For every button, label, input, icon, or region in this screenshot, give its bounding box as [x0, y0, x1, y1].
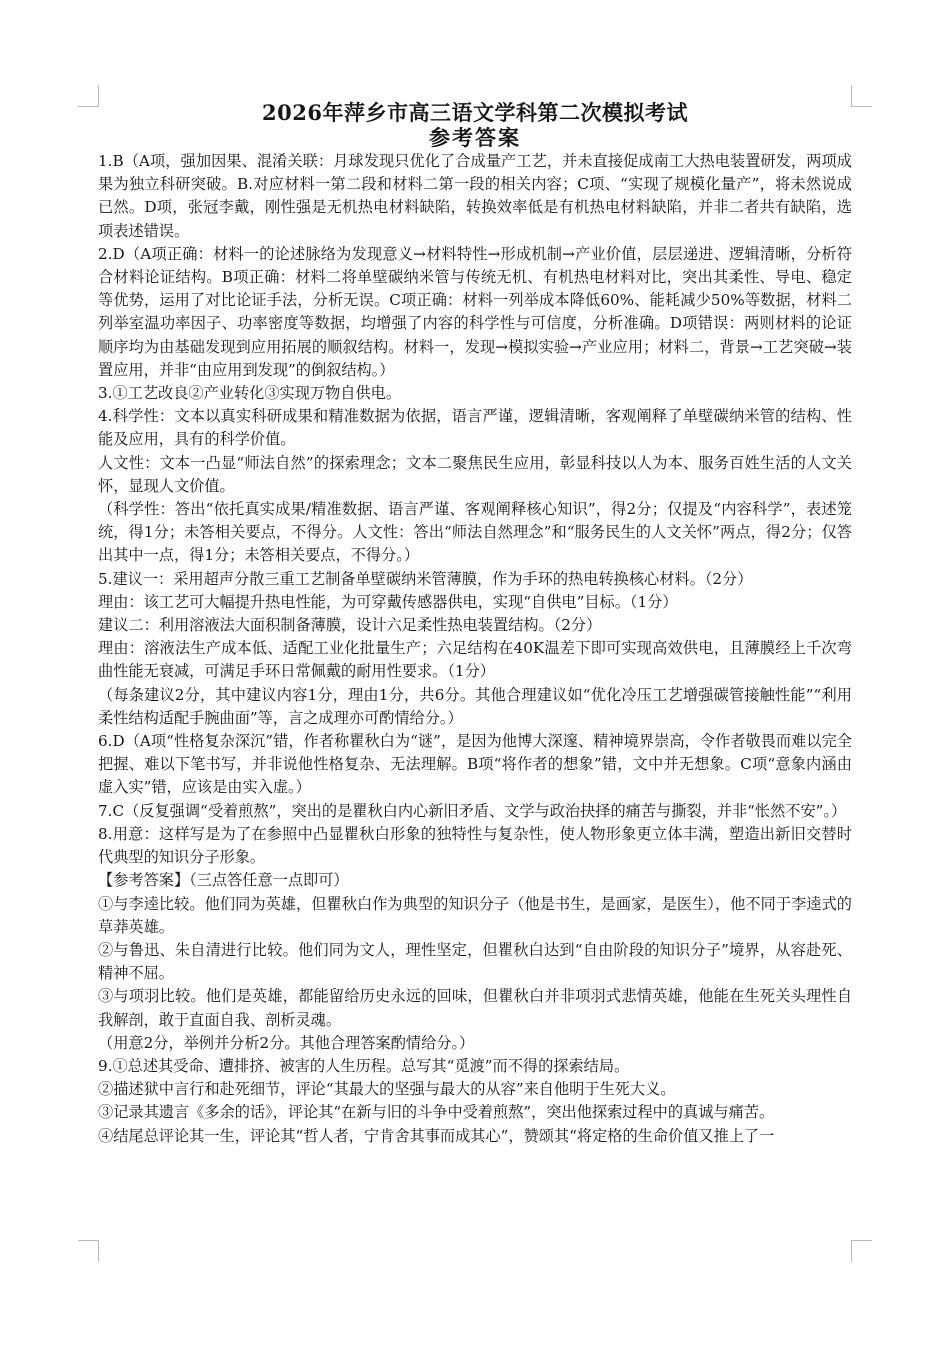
- answer-8-scoring: （用意2分，举例并分析2分。其他合理答案酌情给分。）: [98, 1033, 475, 1052]
- answer-4-scoring: （科学性：答出“依托真实成果/精准数据、语言严谨、客观阐释核心知识”，得2分；仅提及“内容科学”，表述笼统，得1分；未答相关要点，不得分。人文性：答出“师法自然理念”和“服务民生的人文关怀”两点，得2分；仅答出其中一点，得1分；未答相关要点，不得分。）: [98, 500, 852, 565]
- answer-4-humanity: 人文性：文本一凸显“师法自然”的探索理念；文本二聚焦民生应用，彰显科技以人为本、服务百姓生活的人文关怀，显现人文价值。: [98, 453, 852, 495]
- answer-5-reason-2: 理由：溶液法生产成本低、适配工业化批量生产；六足结构在40K温差下即可实现高效供电，且薄膜经上千次弯曲性能无衰减，可满足手环日常佩戴的耐用性要求。（1分）: [98, 639, 852, 681]
- answer-body: [98, 150, 852, 1148]
- answer-6: 6.D（A项“性格复杂深沉”错，作者称瞿秋白为“谜”，是因为他博大深邃、精神境界崇高，令作者敬畏而难以完全把握、难以下笔书写，并非说他性格复杂、无法理解。B项“将作者的想象”错，文中并无想象。C项“意象内涵由虚入实”错，应该是由实入虚。）: [98, 732, 852, 797]
- answer-8-point-1: ①与李逵比较。他们同为英雄，但瞿秋白作为典型的知识分子（他是书生，是画家，是医生），他不同于李逵式的草莽英雄。: [98, 894, 852, 936]
- answer-3: 3.①工艺改良②产业转化③实现万物自供电。: [98, 384, 402, 403]
- answer-9-point-2: ②描述狱中言行和赴死细节，评论“其最大的坚强与最大的从容”来自他明于生死大义。: [98, 1080, 676, 1099]
- answer-8-point-3: ③与项羽比较。他们是英雄，都能留给历史永远的回味，但瞿秋白并非项羽式悲情英雄，他能在生死关头理性自我解剖，敢于直面自我、剖析灵魂。: [98, 987, 852, 1029]
- answer-5-reason-1: 理由：该工艺可大幅提升热电性能，为可穿戴传感器供电，实现“自供电”目标。（1分）: [98, 592, 678, 611]
- answer-9-point-4: ④结尾总评论其一生，评论其“哲人者，宁肯舍其事而成其心”，赞颂其“将定格的生命价值又推上了一: [98, 1126, 775, 1145]
- answer-1: 1.B（A项，强加因果、混淆关联：月球发现只优化了合成量产工艺，并未直接促成南工大热电装置研发，两项成果为独立科研突破。B.对应材料一第二段和材料二第一段的相关内容；C项、“实现了规模化量产”，将未然说成已然。D项，张冠李戴，刚性强是无机热电材料缺陷，转换效率低是有机热电材料缺陷，并非二者共有缺陷，选项表述错误。: [98, 152, 852, 240]
- crop-mark: [851, 1240, 852, 1262]
- answer-5-scoring: （每条建议2分，其中建议内容1分，理由1分，共6分。其他合理建议如“优化冷压工艺增强碳管接触性能”“利用柔性结构适配手腕曲面”等，言之成理亦可酌情给分。）: [98, 685, 852, 727]
- answer-9-point-3: ③记录其遗言《多余的话》，评论其“在新与旧的斗争中受着煎熬”，突出他探索过程中的真诚与痛苦。: [98, 1103, 775, 1122]
- answer-2: 2.D（A项正确：材料一的论述脉络为发现意义→材料特性→形成机制→产业价值，层层递进、逻辑清晰，分析符合材料论证结构。B项正确：材料二将单壁碳纳米管与传统无机、有机热电材料对比，突出其柔性、导电、稳定等优势，运用了对比论证手法，分析无误。C项正确：材料一列举成本降低60%、能耗减少50%等数据，材料二列举室温功率因子、功率密度等数据，均增强了内容的科学性与可信度，分析准确。D项错误：两则材料的论证顺序均为由基础发现到应用拓展的顺叙结构。材料一，发现→模拟实验→产业应用；材料二，背景→工艺突破→装置应用，并非“由应用到发现”的倒叙结构。）: [98, 244, 852, 379]
- answer-8-point-2: ②与鲁迅、朱自清进行比较。他们同为文人，理性坚定，但瞿秋白达到“自由阶段的知识分子”境界，从容赴死、精神不屈。: [98, 940, 852, 983]
- answer-8-intent: 8.用意：这样写是为了在参照中凸显瞿秋白形象的独特性与复杂性，使人物形象更立体丰满，塑造出新旧交替时代典型的知识分子形象。: [98, 824, 852, 867]
- document-subtitle: 参考答案: [429, 125, 521, 150]
- answer-5-suggestion-1: 5.建议一：采用超声分散三重工艺制备单壁碳纳米管薄膜，作为手环的热电转换核心材料。（2分）: [98, 569, 753, 588]
- crop-mark: [78, 1240, 99, 1241]
- answer-5-suggestion-2: 建议二：利用溶液法大面积制备薄膜，设计六足柔性热电装置结构。（2分）: [98, 616, 602, 635]
- crop-mark: [851, 1240, 872, 1241]
- answer-7: 7.C（反复强调“受着煎熬”，突出的是瞿秋白内心新旧矛盾、文学与政治抉择的痛苦与撕裂，并非“怅然不安”。）: [98, 801, 847, 820]
- answer-9-point-1: 9.①总述其受命、遭排挤、被害的人生历程。总写其“觅渡”而不得的探索结局。: [98, 1056, 630, 1075]
- answer-8-reference: 【参考答案】（三点答任意一点即可）: [98, 871, 349, 890]
- crop-mark: [98, 1240, 99, 1262]
- answer-4-science: 4.科学性：文本以真实科研成果和精准数据为依据，语言严谨，逻辑清晰，客观阐释了单壁碳纳米管的结构、性能及应用，具有的科学价值。: [98, 407, 852, 449]
- document-title: 2026年萍乡市高三语文学科第二次模拟考试: [262, 100, 688, 125]
- document-header: [0, 100, 950, 150]
